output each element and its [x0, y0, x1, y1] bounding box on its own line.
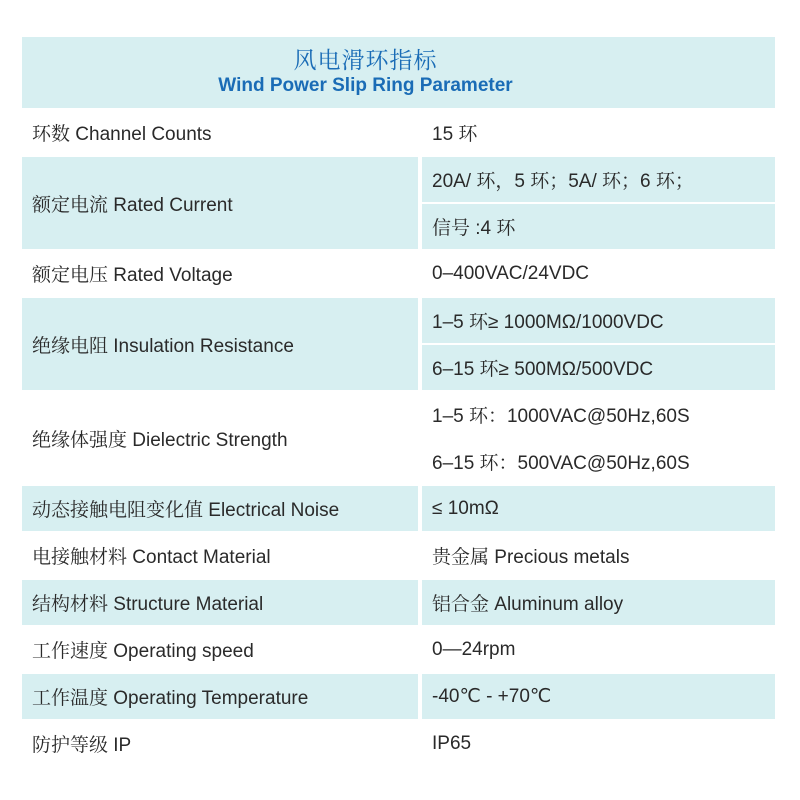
row-rated-current — [22, 157, 775, 249]
spec-label: 结构材料 Structure Material — [22, 580, 418, 625]
spec-value: 6–15 环：500VAC@50Hz,60S — [432, 453, 690, 474]
spec-value: 1–5 环≥ 1000MΩ/1000VDC — [422, 298, 775, 343]
spec-values — [422, 251, 775, 296]
spec-values — [422, 580, 775, 625]
row-protection-ip — [22, 721, 775, 766]
spec-value: 20A/ 环，5 环；5A/ 环；6 环； — [422, 157, 775, 202]
row-contact-material — [22, 533, 775, 578]
row-electrical-noise — [22, 486, 775, 531]
spec-values — [422, 674, 775, 719]
spec-values — [422, 157, 775, 249]
spec-label: 绝缘电阻 Insulation Resistance — [22, 298, 418, 390]
spec-value: 贵金属 Precious metals — [432, 547, 630, 568]
spec-label: 防护等级 IP — [32, 735, 132, 756]
spec-values — [422, 298, 775, 390]
spec-value: ≤ 10mΩ — [422, 486, 775, 531]
spec-label: 额定电流 Rated Current — [22, 157, 418, 249]
spec-value: 6–15 环≥ 500MΩ/500VDC — [422, 345, 775, 390]
row-operating-temperature — [22, 674, 775, 719]
spec-label: 工作温度 Operating Temperature — [22, 674, 418, 719]
spec-label: 电接触材料 Contact Material — [32, 547, 271, 568]
header-title-en: Wind Power Slip Ring Parameter — [218, 75, 513, 96]
spec-values — [422, 110, 775, 155]
table-header — [22, 37, 775, 108]
row-structure-material — [22, 580, 775, 625]
spec-label: 环数 Channel Counts — [32, 124, 212, 145]
spec-value: 信号 :4 环 — [422, 204, 775, 249]
spec-label: 额定电压 Rated Voltage — [32, 265, 233, 286]
spec-value: 0–400VAC/24VDC — [432, 262, 590, 284]
spec-value: -40℃ - +70℃ — [422, 674, 775, 719]
row-channel-counts — [22, 110, 775, 155]
header-title-cn: 风电滑环指标 — [293, 47, 438, 73]
spec-value: 15 环 — [432, 124, 478, 145]
spec-values — [422, 486, 775, 531]
spec-value: 1–5 环：1000VAC@50Hz,60S — [432, 406, 690, 427]
spec-label: 工作速度 Operating speed — [32, 641, 254, 662]
spec-value: 铝合金 Aluminum alloy — [422, 580, 775, 625]
spec-value: 0—24rpm — [432, 638, 516, 660]
row-rated-voltage — [22, 251, 775, 296]
spec-label: 动态接触电阻变化值 Electrical Noise — [22, 486, 418, 531]
spec-values — [422, 392, 775, 484]
row-dielectric-strength — [22, 392, 775, 484]
spec-values — [422, 721, 775, 766]
spec-table — [22, 37, 775, 766]
spec-label: 绝缘体强度 Dielectric Strength — [32, 429, 288, 451]
spec-value: IP65 — [432, 732, 472, 754]
spec-values — [422, 627, 775, 672]
spec-values — [422, 533, 775, 578]
row-insulation-resistance — [22, 298, 775, 390]
row-operating-speed — [22, 627, 775, 672]
